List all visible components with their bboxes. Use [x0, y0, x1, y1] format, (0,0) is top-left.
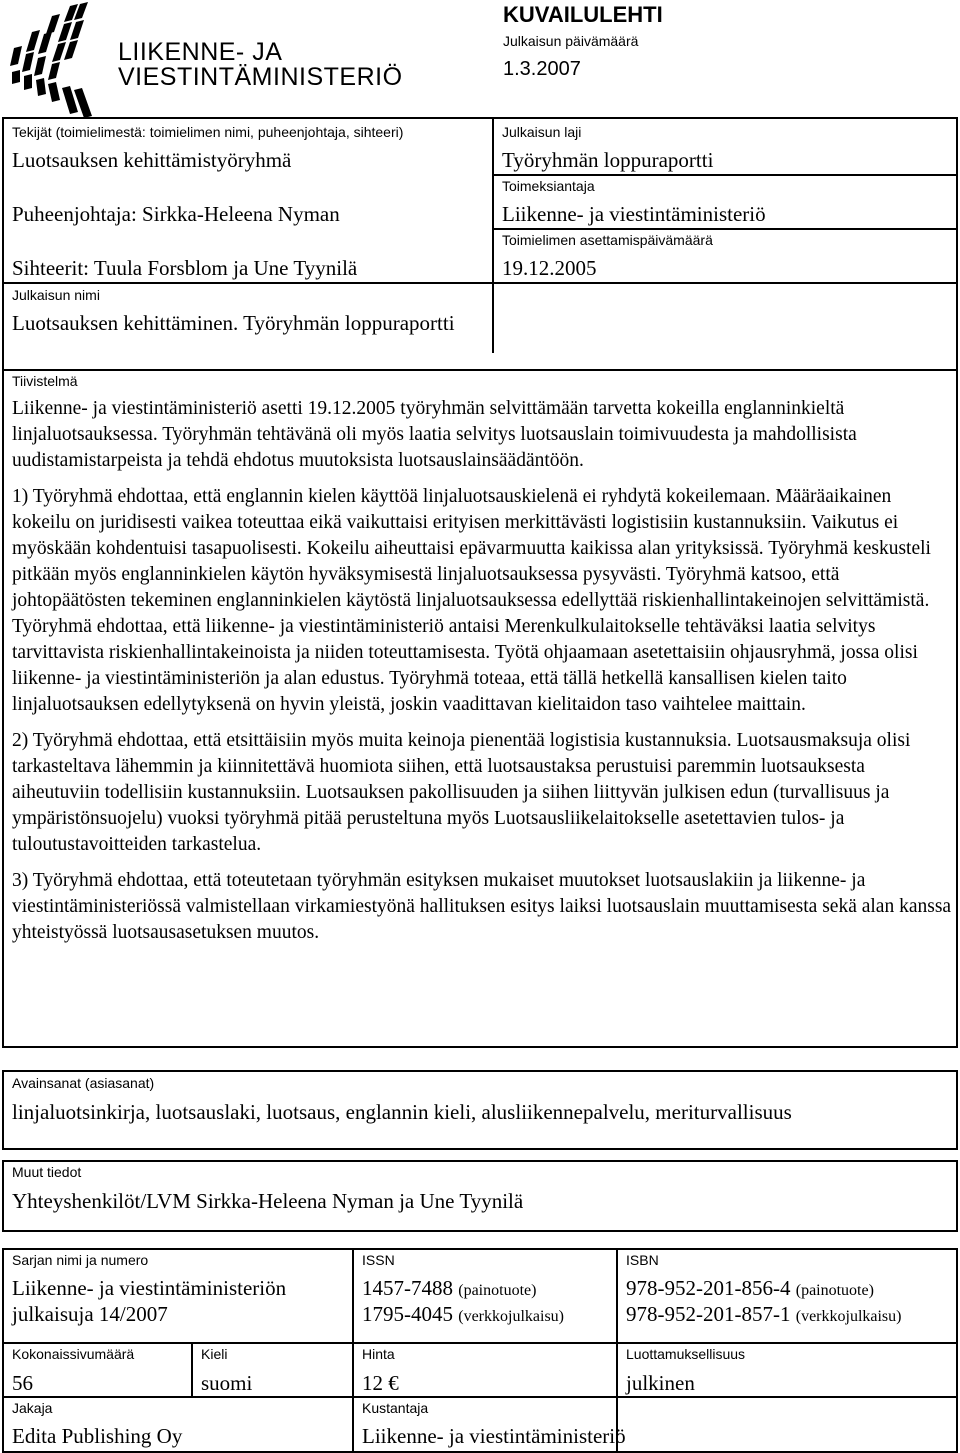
confidentiality-value: julkinen	[626, 1371, 695, 1395]
set-date-value: 19.12.2005	[502, 256, 597, 280]
authors-bottom-line	[2, 282, 493, 284]
pub-type-label: Julkaisun laji	[502, 124, 582, 140]
isbn-print-note: (painotuote)	[795, 1282, 874, 1299]
distributor-label: Jakaja	[12, 1400, 53, 1416]
grid-row-line-1	[2, 1342, 958, 1344]
ministry-logo-mark-icon	[8, 2, 108, 120]
summary-paragraph-0: Liikenne- ja viestintäministeriö asetti 19.12.2005 työryhmän selvittämään tarvetta kokeilla englanninkieltä linjaluotsauksessa. Työryhmän tehtävänä oli myös laatia selvitys luotsauslain toimivuudesta ja mahdollisista uudistamistarpeista ja tehdä ehdotus muutoksista luotsauslainsäädäntöön.	[12, 398, 857, 471]
pubdate-label: Julkaisun päivämäärä	[503, 33, 639, 49]
publisher-label: Kustantaja	[362, 1400, 429, 1416]
keywords-value: linjaluotsinkirja, luotsauslaki, luotsaus, englannin kieli, alusliikennepalvelu, meriturvallisuus	[12, 1100, 792, 1124]
authors-group: Luotsauksen kehittämistyöryhmä	[12, 148, 292, 172]
pubdate-value: 1.3.2007	[503, 58, 581, 80]
ministry-logo	[8, 2, 468, 120]
top-divider	[492, 117, 494, 353]
document-title: KUVAILULEHTI	[503, 2, 663, 27]
authors-label: Tekijät (toimielimestä: toimielimen nimi, puheenjohtaja, sihteeri)	[12, 124, 404, 140]
pub-name-value: Luotsauksen kehittäminen. Työryhmän loppuraportti	[12, 311, 455, 335]
isbn-label: ISBN	[626, 1252, 659, 1268]
price-label: Hinta	[362, 1346, 395, 1362]
summary-label: Tiivistelmä	[12, 373, 78, 389]
isbn-print: 978-952-201-856-4	[626, 1276, 791, 1300]
logo-text-line1: LIIKENNE- JA	[118, 38, 283, 66]
issn-print-note: (painotuote)	[458, 1282, 537, 1299]
set-date-label: Toimielimen asettamispäivämäärä	[502, 232, 713, 248]
price-value: 12 €	[362, 1371, 399, 1395]
publisher-value: Liikenne- ja viestintäministeriö	[362, 1424, 626, 1448]
language-label: Kieli	[201, 1346, 228, 1362]
grid-divider-2	[616, 1248, 618, 1453]
authors-chair: Puheenjohtaja: Sirkka-Heleena Nyman	[12, 202, 340, 226]
pub-name-label: Julkaisun nimi	[12, 287, 100, 303]
isbn-web-note: (verkkojulkaisu)	[795, 1308, 902, 1325]
summary-paragraph-1: 1) Työryhmä ehdottaa, että englannin kielen käyttöä linjaluotsauskielenä ei ryhdytä kokeilemaan. Määräaikainen kokeilu on juridisesti vaikea toteuttaa eikä vaikuttaisi erityisen merkittävästi logistisiin kustannuksiin. Vaikutus ei myöskään kohdentuisi tasapuolisesti. Kokeilu aiheuttaisi epävarmuutta kaikissa alan yrityksissä. Työryhmä keskusteli pitkään myös englanninkielen käytön hyväksymisestä linjaluotsauksessa pysyvästi. Työryhmä katsoo, että johtopäätösten tekeminen englanninkielen käytöstä linjaluotsauksessa edellyttää riskienhallintakeinojen selvittämistä. Työryhmä ehdottaa, että liikenne- ja viestintäministeriö antaisi Merenkulkulaitokselle tehtäväksi laatia selvitys tarvittavista riskienhallintakeinoista ja niiden toteuttamisesta. Työtä ohjaamaan asetettaisiin ohjausryhmä, jossa olisi liikenne- ja viestintäministeriön ja alan edustus. Työryhmä toteaa, että tällä hetkellä kansallisen kielen taito linjaluotsauksen edellytyksenä on hyvin yleistä, joskin vaadittavan kielitaidon taso vaihtelee maittain.	[12, 486, 931, 715]
summary-top-line	[2, 369, 958, 371]
other-info-value: Yhteyshenkilöt/LVM Sirkka-Heleena Nyman ja Une Tyynilä	[12, 1189, 524, 1213]
pub-type-bottom-line	[492, 174, 958, 176]
commissioner-bottom-line	[492, 228, 958, 230]
series-line2: julkaisuja 14/2007	[12, 1302, 168, 1326]
pages-label: Kokonaissivumäärä	[12, 1346, 135, 1362]
distributor-value: Edita Publishing Oy	[12, 1424, 183, 1448]
pages-value: 56	[12, 1371, 33, 1395]
series-label: Sarjan nimi ja numero	[12, 1252, 149, 1268]
grid-row-line-2	[2, 1396, 958, 1398]
issn-print-row	[362, 1276, 536, 1303]
issn-web-note: (verkkojulkaisu)	[458, 1308, 564, 1325]
issn-web-row	[362, 1302, 564, 1329]
set-date-bottom-line	[492, 282, 958, 284]
isbn-print-row	[626, 1276, 874, 1303]
issn-print: 1457-7488	[362, 1276, 453, 1300]
summary-paragraph-3: 3) Työryhmä ehdottaa, että toteutetaan työryhmän esityksen mukaiset muutokset luotsauslakiin ja liikenne- ja viestintäministeriössä valmistellaan virkamiestyönä hallituksen esitys laiksi luotsauslain muuttamisesta sekä alan kanssa yhteistyössä luotsausasetuksen muutos.	[12, 870, 952, 943]
issn-web: 1795-4045	[362, 1302, 453, 1326]
summary-paragraph-2: 2) Työryhmä ehdottaa, että etsittäisiin myös muita keinoja pienentää logistisia kustannuksia. Luotsausmaksuja olisi tarkasteltava lähemmin ja kiinnitettävä huomiota siihen, että luotsaustaksa perustuisi paremmin luotsauksesta aiheutuviin todellisiin kustannuksiin. Luotsauksen pakollisuuden ja siihen liittyvän julkisen edun (turvallisuus ja ympäristönsuojelu) vuoksi työryhmä pitää perusteltuna myös Luotsausliikelaitokselle asetettavien tulos- ja tuloutustavoitteiden tarkastelua.	[12, 730, 911, 855]
commissioner-value: Liikenne- ja viestintäministeriö	[502, 202, 766, 226]
isbn-web-row	[626, 1302, 901, 1329]
issn-label: ISSN	[362, 1252, 395, 1268]
authors-secretaries: Sihteerit: Tuula Forsblom ja Une Tyynilä	[12, 256, 358, 280]
logo-text-line2: VIESTINTÄMINISTERIÖ	[118, 63, 403, 91]
language-value: suomi	[201, 1371, 253, 1395]
commissioner-label: Toimeksiantaja	[502, 178, 595, 194]
series-line1: Liikenne- ja viestintäministeriön	[12, 1276, 287, 1300]
summary-text	[12, 396, 952, 956]
grid-divider-1	[352, 1248, 354, 1453]
grid-divider-pages-lang	[191, 1342, 193, 1396]
other-info-label: Muut tiedot	[12, 1164, 82, 1180]
keywords-label: Avainsanat (asiasanat)	[12, 1075, 155, 1091]
pub-type-value: Työryhmän loppuraportti	[502, 148, 714, 172]
confidentiality-label: Luottamuksellisuus	[626, 1346, 746, 1362]
isbn-web: 978-952-201-857-1	[626, 1302, 791, 1326]
